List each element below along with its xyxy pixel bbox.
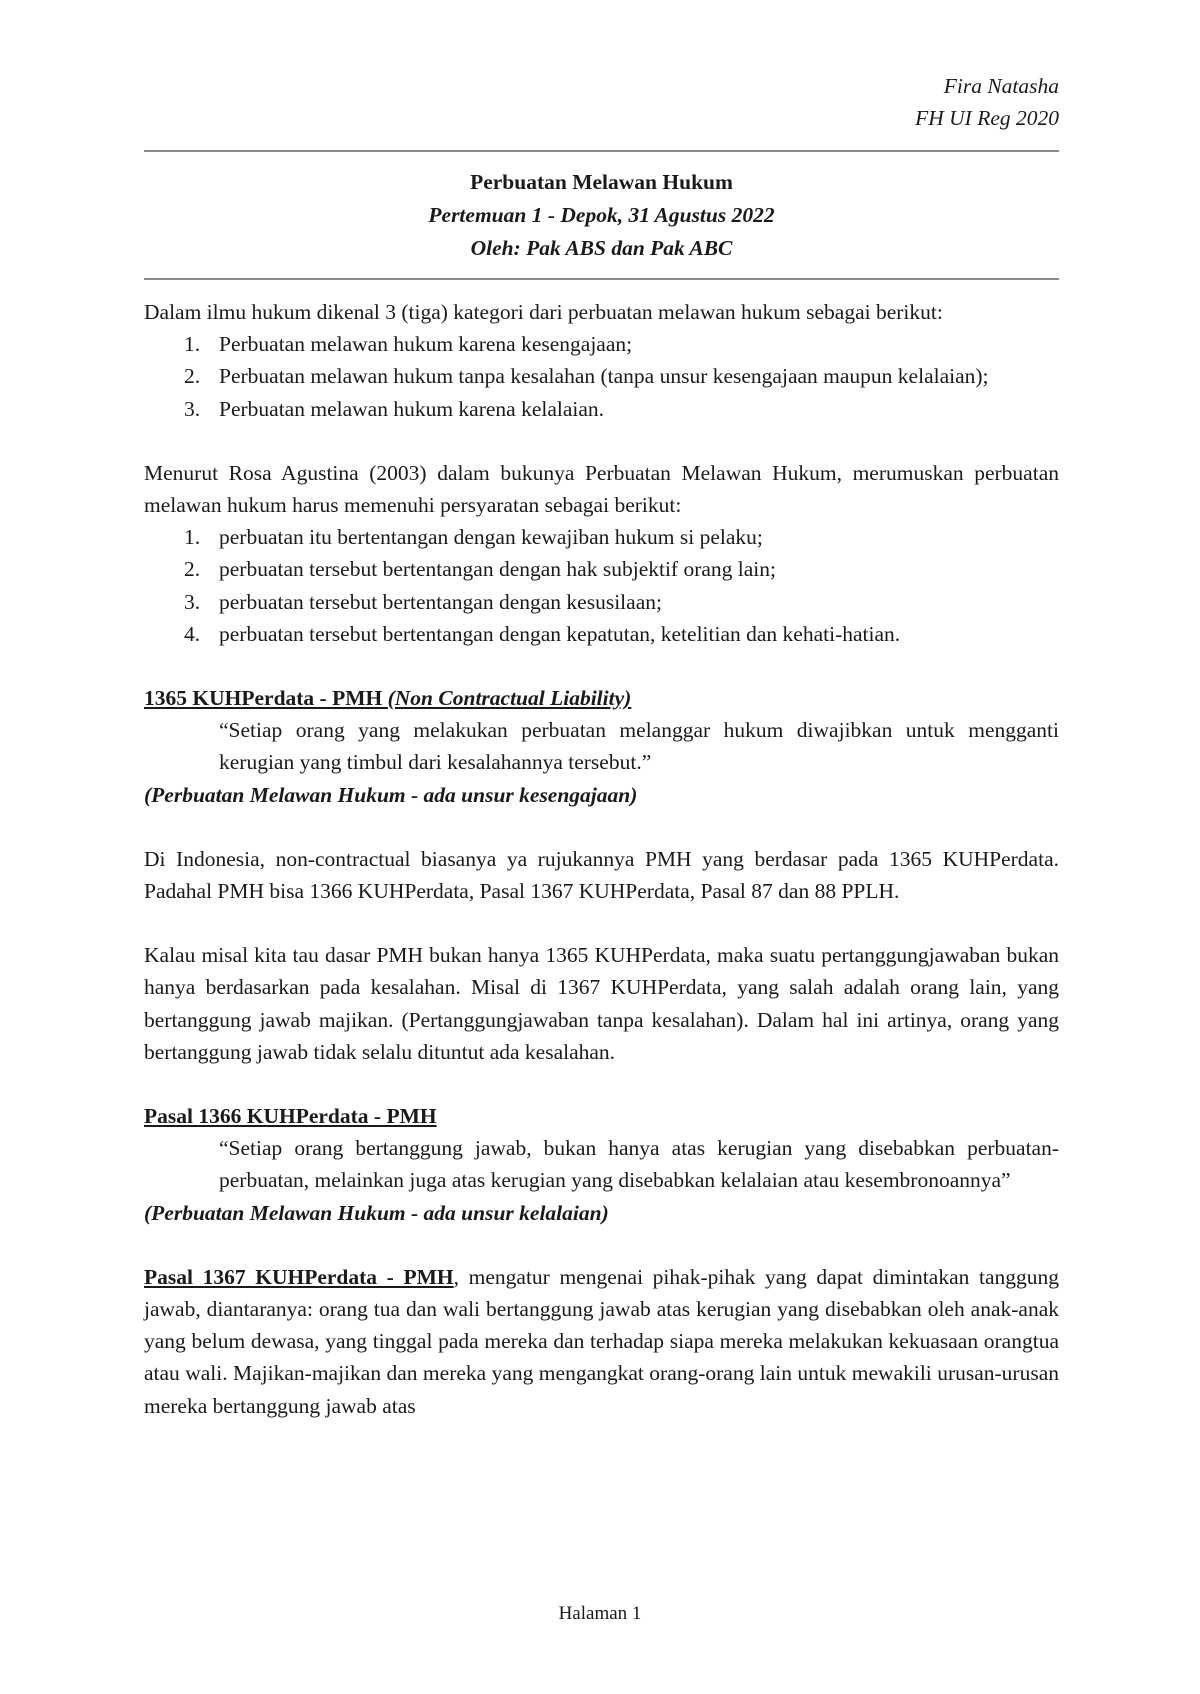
author-affiliation: FH UI Reg 2020 (915, 106, 1059, 130)
title-block (144, 166, 1059, 265)
quote-1365: “Setiap orang yang melakukan perbuatan melanggar hukum diwajibkan untuk mengganti kerugian yang timbul dari kesalahannya tersebut.” (219, 718, 1059, 775)
list-item: 2. Perbuatan melawan hukum tanpa kesalahan (tanpa unsur kesengajaan maupun kelalaian); (184, 364, 989, 389)
list-item: 4. perbuatan tersebut bertentangan dengan kepatutan, ketelitian dan kehati-hatian. (184, 621, 901, 646)
author-name: Fira Natasha (943, 74, 1059, 98)
meeting-info: Pertemuan 1 - Depok, 31 Agustus 2022 (428, 203, 775, 227)
categories-list (144, 328, 1059, 425)
paragraph-1367: Pasal 1367 KUHPerdata - PMH, mengatur mengenai pihak-pihak yang dapat dimintakan tanggung jawab, diantaranya: orang tua dan wali bertanggung jawab atas kerugian yang disebabkan oleh anak-anak yang belum dewasa, yang tinggal pada mereka dan terhadap siapa mereka melakukan kekuasaan orangtua atau wali. Majikan-majikan dan mereka yang mengangkat orang-orang lain untuk mewakili urusan-urusan mereka bertanggung jawab atas (144, 1264, 1060, 1418)
paragraph-kalau: Kalau misal kita tau dasar PMH bukan hanya 1365 KUHPerdata, maka suatu pertanggungjawaban bukan hanya berdasarkan pada kesalahan. Misal di 1367 KUHPerdata, yang salah adalah orang lain, yang bertanggung jawab majikan. (Pertanggungjawaban tanpa kesalahan). Dalam hal ini artinya, orang yang bertanggung jawab tidak selalu dituntut ada kesalahan. (144, 943, 1059, 1064)
note-kelalaian: (Perbuatan Melawan Hukum - ada unsur kelalaian) (144, 1200, 609, 1225)
paragraph-indonesia: Di Indonesia, non-contractual biasanya ya rujukannya PMH yang berdasar pada 1365 KUHPerdata. Padahal PMH bisa 1366 KUHPerdata, Pasal 1367 KUHPerdata, Pasal 87 dan 88 PPLH. (144, 846, 1059, 904)
requirements-intro: Menurut Rosa Agustina (2003) dalam bukunya Perbuatan Melawan Hukum, merumuskan perbuatan melawan hukum harus memenuhi persyaratan sebagai berikut: (144, 460, 1059, 518)
note-kesengajaan: (Perbuatan Melawan Hukum - ada unsur kesengajaan) (144, 782, 638, 807)
quote-1366: “Setiap orang bertanggung jawab, bukan hanya atas kerugian yang disebabkan perbuatan-perbuatan, melainkan juga atas kerugian yang disebabkan kelalaian atau kesembronoannya” (219, 1136, 1059, 1193)
author-block (144, 70, 1059, 134)
requirements-list (144, 521, 1059, 650)
page-footer: Halaman 1 (558, 1603, 642, 1624)
list-item: 3. Perbuatan melawan hukum karena kelalaian. (184, 396, 605, 421)
page-content (144, 70, 1059, 1422)
section-heading-1366: Pasal 1366 KUHPerdata - PMH (144, 1104, 437, 1129)
list-item: 1. Perbuatan melawan hukum karena kesengajaan; (184, 332, 633, 357)
categories-intro: Dalam ilmu hukum dikenal 3 (tiga) kategori dari perbuatan melawan hukum sebagai berikut: (144, 300, 943, 324)
top-divider (144, 150, 1059, 152)
list-item: 2. perbuatan tersebut bertentangan dengan hak subjektif orang lain; (184, 557, 777, 582)
list-item: 3. perbuatan tersebut bertentangan dengan kesusilaan; (184, 589, 662, 614)
lecturers-info: Oleh: Pak ABS dan Pak ABC (470, 236, 733, 260)
document-title: Perbuatan Melawan Hukum (470, 170, 733, 194)
list-item: 1. perbuatan itu bertentangan dengan kewajiban hukum si pelaku; (184, 525, 763, 550)
section-heading-1367: Pasal 1367 KUHPerdata - PMH (144, 1264, 454, 1289)
section-heading-1365: 1365 KUHPerdata - PMH (Non Contractual Liability) (144, 686, 632, 711)
